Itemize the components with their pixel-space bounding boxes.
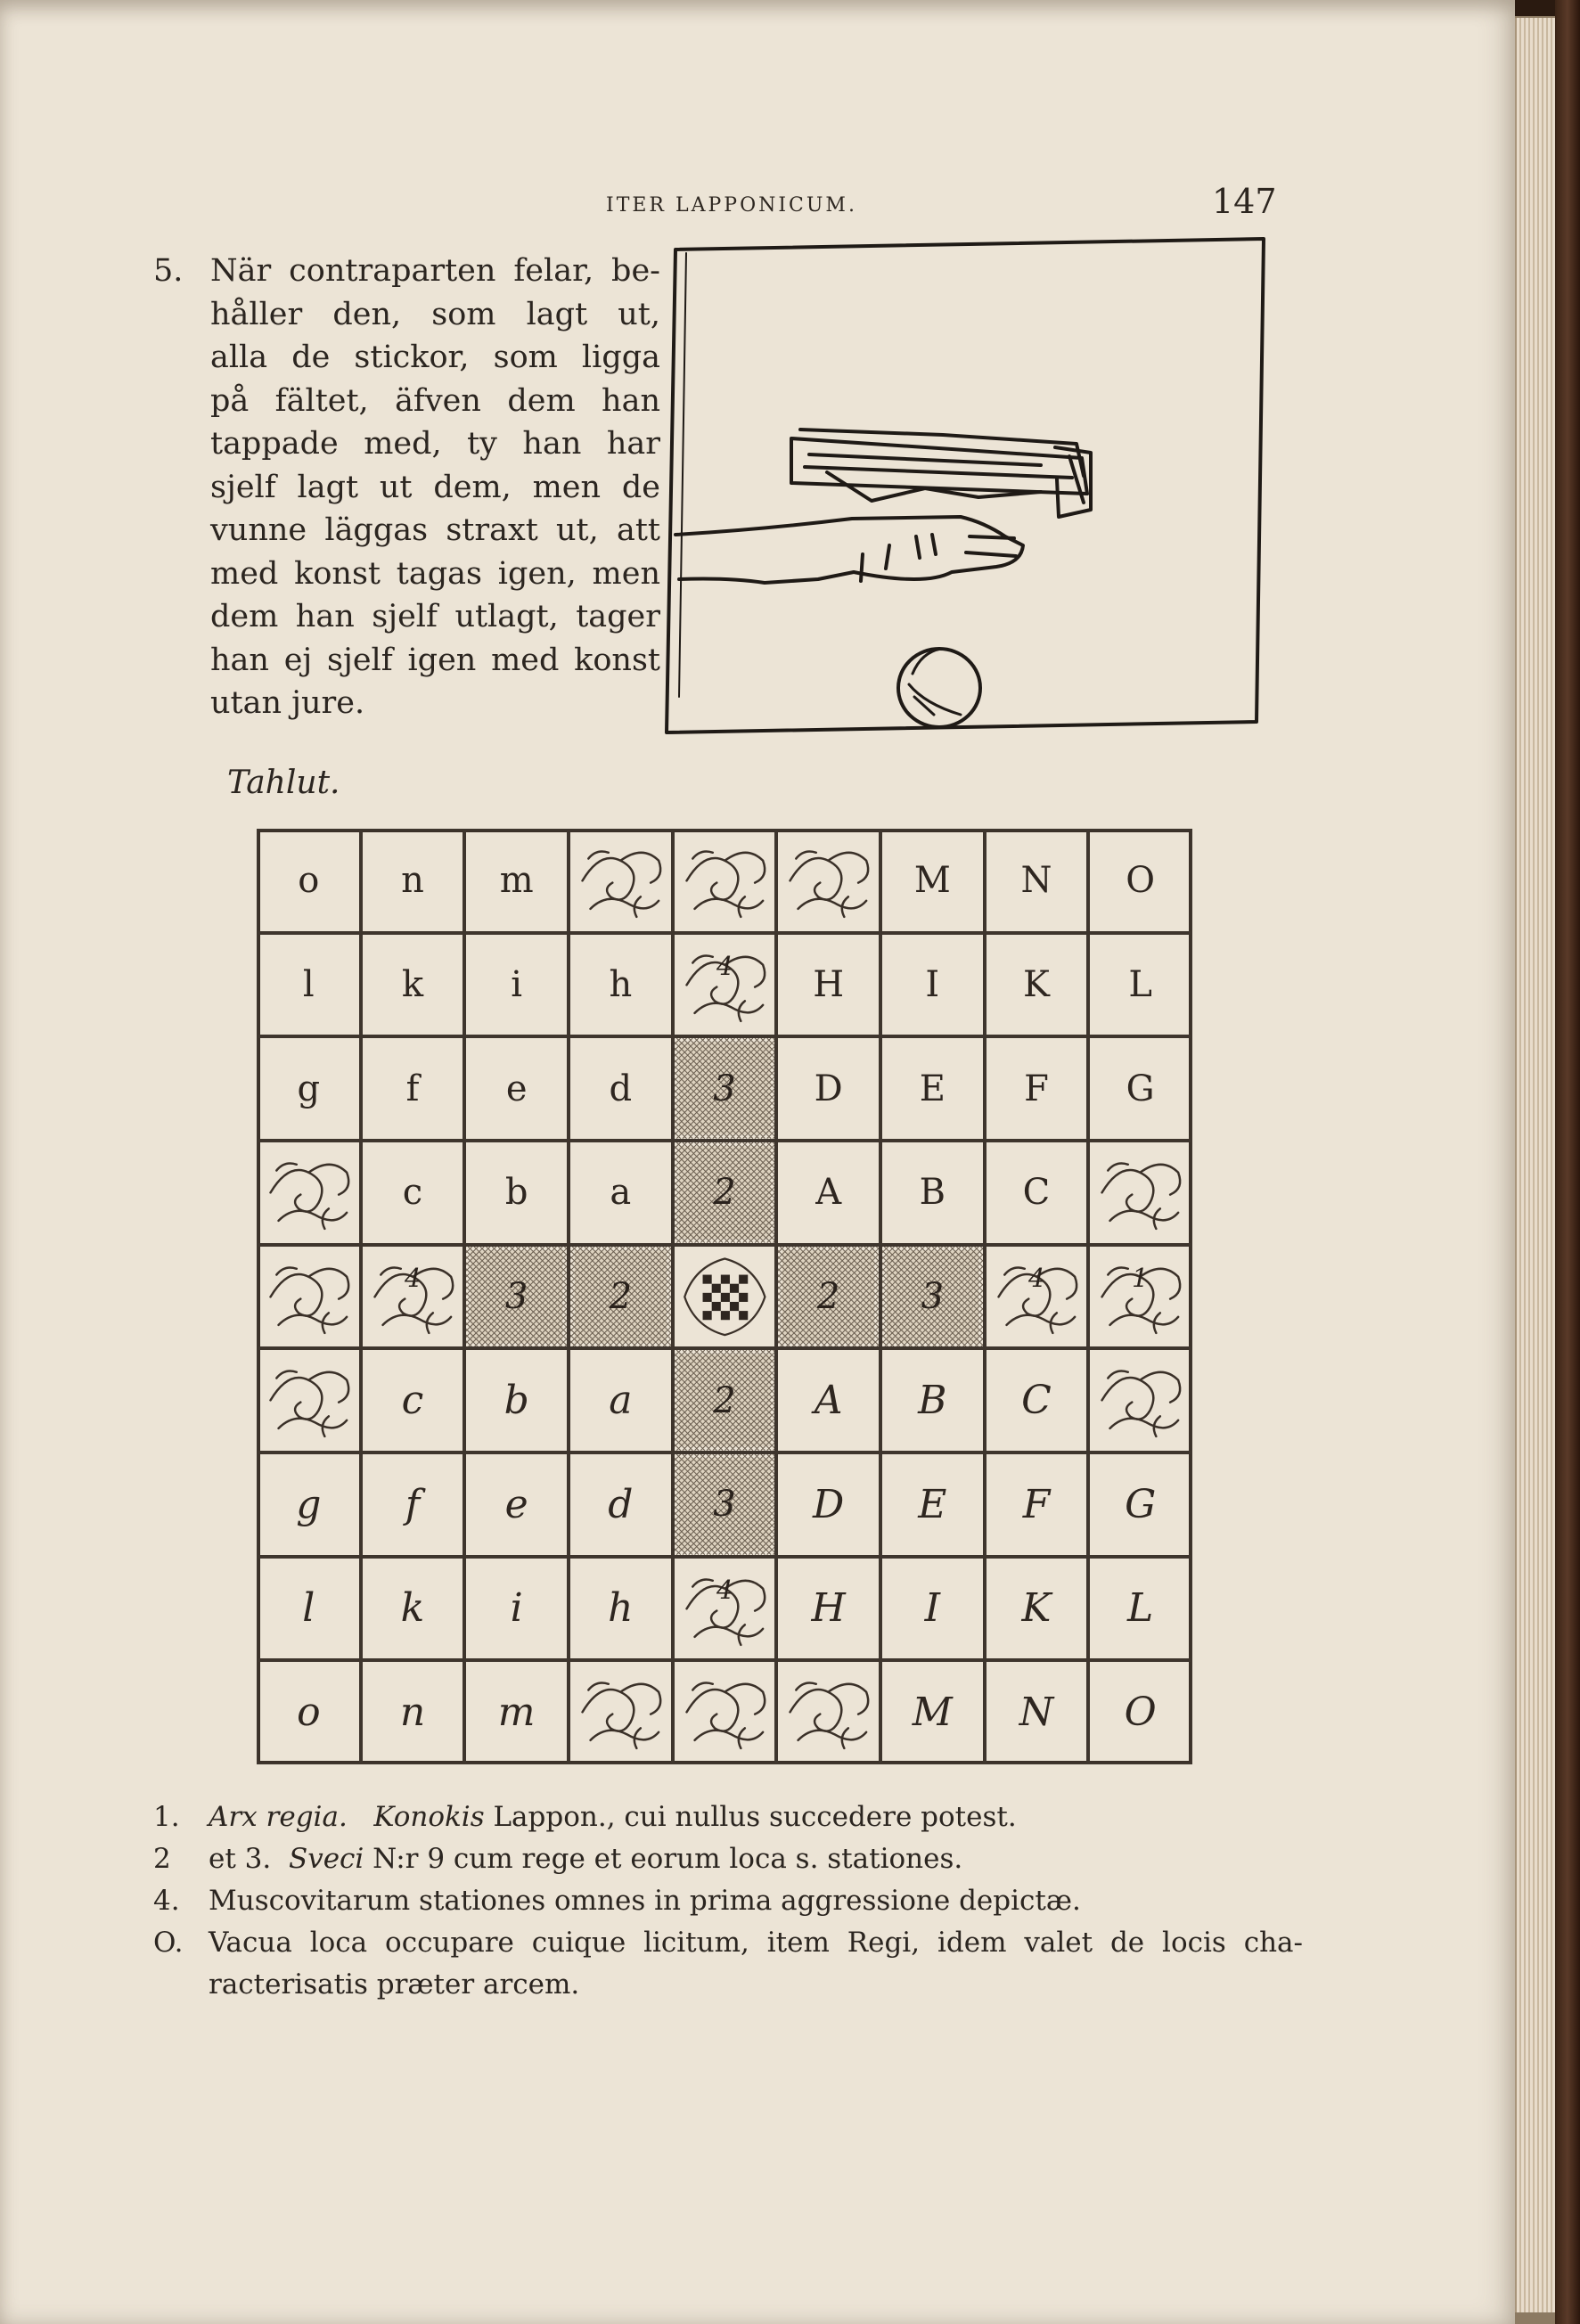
board-ornament-cell	[257, 1245, 361, 1349]
board-station-number: 2	[609, 1275, 633, 1317]
board-letter-cell: c	[361, 1141, 465, 1245]
paragraph-line: på fältet, äfven dem han	[210, 382, 660, 419]
board-muscovite-station-cell	[673, 933, 777, 1037]
board-letter-cell: K	[985, 1557, 1089, 1661]
paragraph-line: tappade med, ty han har	[210, 426, 660, 462]
note-label: 2	[153, 1843, 171, 1875]
board-letter-cell: L	[1088, 933, 1192, 1037]
board-letter-cell: N	[985, 1660, 1089, 1764]
board-letter-cell: K	[985, 933, 1089, 1037]
board-letter-cell: I	[880, 1557, 985, 1661]
board-letter-cell: D	[776, 1452, 880, 1557]
board-muscovite-station-cell	[673, 1557, 777, 1661]
board-ornament-cell	[776, 829, 880, 933]
note-lead: et 3.	[209, 1843, 272, 1875]
board-station-number: 2	[713, 1172, 736, 1214]
board-letter-cell: i	[464, 1557, 569, 1661]
board-ornament-cell	[569, 829, 673, 933]
paragraph-line: dem han sjelf utlagt, tager	[210, 599, 660, 634]
note-text	[209, 1838, 962, 1880]
board-letter-cell: I	[880, 933, 985, 1037]
board-letter-cell: b	[464, 1348, 569, 1452]
board-letter-cell: O	[1088, 1660, 1192, 1764]
board-swedish-station-cell	[673, 1036, 777, 1141]
note-2-3	[153, 1838, 1303, 1880]
paragraph-number: 5.	[153, 253, 184, 289]
board-muscovite-station-cell	[985, 1245, 1089, 1349]
board-swedish-station-cell	[673, 1141, 777, 1245]
board-letter-cell: H	[776, 1557, 880, 1661]
board-letter-cell: m	[464, 829, 569, 933]
paragraph-line: alla de stickor, som ligga	[210, 340, 660, 375]
running-title: ITER LAPPONICUM.	[606, 194, 857, 217]
board-swedish-station-cell	[673, 1348, 777, 1452]
board-letter-cell: l	[257, 1557, 361, 1661]
board-letter-cell: g	[257, 1036, 361, 1141]
board-letter-cell: f	[361, 1036, 465, 1141]
board-swedish-station-cell	[880, 1245, 985, 1349]
board-letter-cell: N	[985, 829, 1089, 933]
paragraph-line: utan jure.	[210, 685, 365, 721]
board-ornament-cell	[1088, 1245, 1192, 1349]
note-rest: Lappon., cui nullus succedere potest.	[484, 1801, 1017, 1833]
board-ornament-cell	[673, 829, 777, 933]
svg-text:4: 4	[716, 1574, 733, 1605]
board-letter-cell: g	[257, 1452, 361, 1557]
note-text	[209, 1796, 1017, 1838]
board-letter-cell: E	[880, 1452, 985, 1557]
note-line: Vacua loca occupare cuique licitum, item Regi, idem valet de locis cha-	[209, 1927, 1303, 1959]
paragraph-line: med konst tagas igen, men	[210, 555, 660, 592]
board-letter-cell: H	[776, 933, 880, 1037]
note-rest: N:r 9 cum rege et eorum loca s. stationes.	[364, 1843, 963, 1875]
footnotes	[153, 1796, 1303, 2006]
board-ornament-cell	[1088, 1141, 1192, 1245]
board-letter-cell: B	[880, 1348, 985, 1452]
board-letter-cell: E	[880, 1036, 985, 1141]
board-letter-cell: O	[1088, 829, 1192, 933]
svg-text:4: 4	[404, 1262, 422, 1293]
note-text: Muscovitarum stationes omnes in prima aggressione depictæ.	[209, 1885, 1081, 1917]
sketch-hand-sticks-ball	[658, 233, 1273, 741]
board-station-number: 3	[504, 1275, 528, 1317]
board-letter-cell: i	[464, 933, 569, 1037]
board-letter-cell: h	[569, 1557, 673, 1661]
board-letter-cell: b	[464, 1141, 569, 1245]
board-ornament-cell	[1088, 1348, 1192, 1452]
board-muscovite-station-cell	[361, 1245, 465, 1349]
board-letter-cell: l	[257, 933, 361, 1037]
board-letter-cell: c	[361, 1348, 465, 1452]
board-letter-cell: D	[776, 1036, 880, 1141]
board-letter-cell: m	[464, 1660, 569, 1764]
note-label: O.	[153, 1927, 184, 1959]
board-letter-cell: M	[880, 1660, 985, 1764]
board-letter-cell: A	[776, 1348, 880, 1452]
board-letter-cell: B	[880, 1141, 985, 1245]
board-ornament-cell	[673, 1660, 777, 1764]
board-ornament-cell	[257, 1141, 361, 1245]
board-swedish-station-cell	[569, 1245, 673, 1349]
board-station-number: 3	[713, 1068, 736, 1109]
svg-text:4: 4	[716, 950, 733, 981]
tahlut-game-board	[257, 829, 1192, 1764]
note-italic: Konokis	[373, 1801, 485, 1833]
board-letter-cell: d	[569, 1452, 673, 1557]
svg-text:4: 4	[1027, 1262, 1045, 1293]
board-letter-cell: f	[361, 1452, 465, 1557]
board-letter-cell: G	[1088, 1452, 1192, 1557]
board-letter-cell: o	[257, 1660, 361, 1764]
board-letter-cell: n	[361, 1660, 465, 1764]
board-letter-cell: F	[985, 1452, 1089, 1557]
paragraph-lines	[210, 250, 660, 725]
board-letter-cell: F	[985, 1036, 1089, 1141]
note-italic: Arx regia.	[209, 1801, 348, 1833]
note-label: 1.	[153, 1801, 180, 1833]
paragraph-line: vunne läggas straxt ut, att	[210, 512, 660, 548]
board-station-number: 3	[713, 1484, 736, 1526]
board-letter-cell: L	[1088, 1557, 1192, 1661]
paragraph-line: håller den, som lagt ut,	[210, 296, 660, 332]
board-letter-cell: M	[880, 829, 985, 933]
board-swedish-station-cell	[673, 1452, 777, 1557]
board-letter-cell: k	[361, 933, 465, 1037]
board-letter-cell: e	[464, 1452, 569, 1557]
board-station-number: 2	[713, 1379, 736, 1421]
board-letter-cell: C	[985, 1141, 1089, 1245]
board-letter-cell: o	[257, 829, 361, 933]
board-letter-cell: k	[361, 1557, 465, 1661]
note-4	[153, 1880, 1303, 1922]
board-swedish-station-cell	[776, 1245, 880, 1349]
board-letter-cell: e	[464, 1036, 569, 1141]
paragraph-line: När contraparten felar, be-	[210, 253, 660, 289]
board-letter-cell: G	[1088, 1036, 1192, 1141]
section-title-tahlut: Tahlut.	[227, 765, 340, 801]
board-letter-cell: a	[569, 1141, 673, 1245]
note-label: 4.	[153, 1885, 180, 1917]
note-line: racterisatis præter arcem.	[209, 1968, 580, 2001]
svg-text:1: 1	[1132, 1262, 1149, 1293]
board-letter-cell: a	[569, 1348, 673, 1452]
note-text	[209, 1922, 1303, 2006]
board-station-number: 3	[921, 1275, 945, 1317]
page-number: 147	[1212, 182, 1277, 221]
book-cover-edge	[1555, 0, 1580, 2324]
board-ornament-cell	[776, 1660, 880, 1764]
board-ornament-cell	[569, 1660, 673, 1764]
board-station-number: 2	[816, 1275, 840, 1317]
paragraph-line: sjelf lagt ut dem, men de	[210, 469, 660, 505]
board-swedish-station-cell	[464, 1245, 569, 1349]
note-italic: Sveci	[288, 1843, 364, 1875]
note-1	[153, 1796, 1303, 1838]
note-o	[153, 1922, 1303, 2006]
board-letter-cell: d	[569, 1036, 673, 1141]
board-letter-cell: n	[361, 829, 465, 933]
board-letter-cell: A	[776, 1141, 880, 1245]
board-letter-cell: h	[569, 933, 673, 1037]
board-arx-regia-cell	[673, 1245, 777, 1349]
paragraph-line: han ej sjelf igen med konst	[210, 642, 660, 678]
board-ornament-cell	[257, 1348, 361, 1452]
board-letter-cell: C	[985, 1348, 1089, 1452]
